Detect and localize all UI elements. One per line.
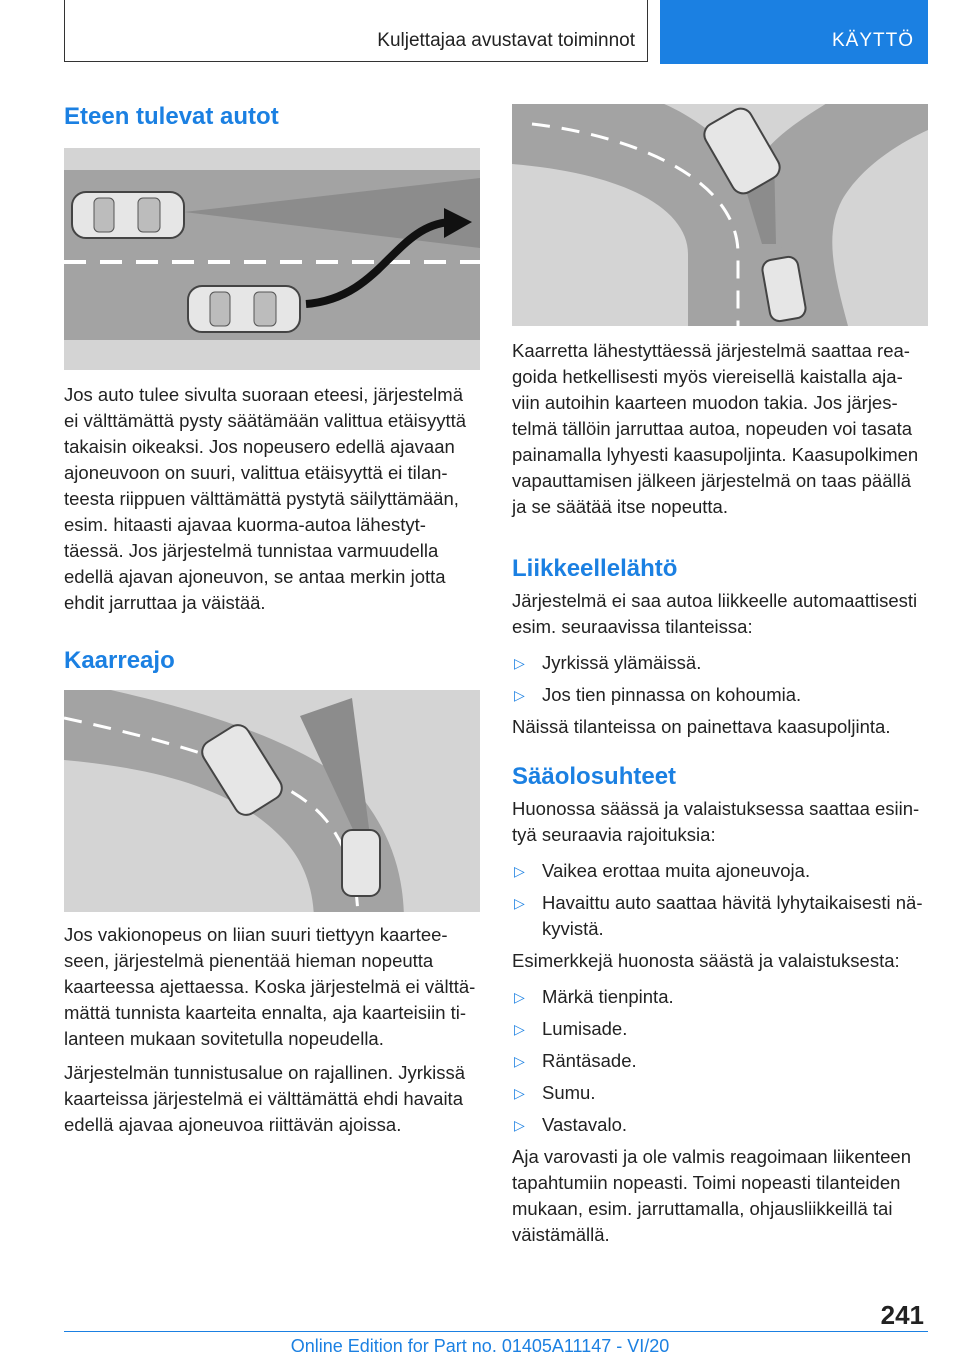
paragraph: Jos auto tulee sivulta suoraan eteesi, järjestelmä ei välttämättä pysty säätämään valittua etäisyyttä takaisin oikeaksi. Jos nopeusero edellä ajavaan ajoneuvoon on suuri, valittua etäisyyttä ei tilan‐teesta riippuen välttämättä pystytä säilyttämään, esim. hitaasti ajavaa kuorma-autoa lähestyt‐täessä. Jos järjestelmä tunnistaa varmuudella edellä ajavan ajoneuvon, se antaa merkin jotta ehdit jarruttaa ja väistää. [64,384,467,613]
triangle-bullet-icon: ▷ [514,1117,525,1133]
paragraph: Näissä tilanteissa on painettava kaasupoljinta. [512,716,891,737]
triangle-bullet-icon: ▷ [514,863,525,879]
heading-eteen-tulevat-autot: Eteen tulevat autot [64,103,279,130]
triangle-bullet-icon: ▷ [514,655,525,671]
left-column [64,100,480,1138]
triangle-bullet-icon: ▷ [514,1085,525,1101]
paragraph: Järjestelmän tunnistusalue on rajallinen. Jyrkissä kaarteissa järjestelmä ei välttämättä ehdi havaita edellä ajavaa ajoneuvoa riittävän ajoissa. [64,1062,466,1135]
list-item: ▷ Jyrkissä ylämäissä. [512,650,928,676]
list-item: ▷ Jos tien pinnassa on kohoumia. [512,682,928,708]
paragraph: Jos vakionopeus on liian suuri tiettyyn kaartee‐seen, järjestelmä pienentää hieman nopeutta kaarteessa ajettaessa. Koska järjestelmä ei välttä‐mättä tunnista kaarteita ennalta, aja kaarteisiin ti‐lanteen mukaan sovitetulla nopeudella. [64,924,476,1049]
paragraph: Esimerkkejä huonosta säästä ja valaistuksesta: [512,950,900,971]
car-icon [72,192,184,238]
list-item: ▷ Märkä tienpinta. [512,984,928,1010]
bullet-list [512,984,928,1138]
heading-kaarreajo: Kaarreajo [64,647,175,674]
triangle-bullet-icon: ▷ [514,687,525,703]
right-column [512,104,928,1248]
list-item: ▷ Vastavalo. [512,1112,928,1138]
list-item: ▷ Sumu. [512,1080,928,1106]
figure-adjacent-lane-curve [512,104,928,326]
chapter-tab [660,0,928,64]
list-item: ▷ Havaittu auto saattaa hävitä lyhytaikaisesti nä‐kyvistä. [514,892,923,939]
bullet-list [512,650,928,708]
triangle-bullet-icon: ▷ [514,1021,525,1037]
triangle-bullet-icon: ▷ [514,895,525,911]
list-item: ▷ Lumisade. [512,1016,928,1042]
triangle-bullet-icon: ▷ [514,1053,525,1069]
triangle-bullet-icon: ▷ [514,989,525,1005]
bullet-list [512,858,928,942]
page-header [64,0,928,64]
footer-divider [64,1331,928,1332]
car-icon [342,830,380,896]
list-item: ▷ Vaikea erottaa muita ajoneuvoja. [512,858,928,884]
paragraph: Aja varovasti ja ole valmis reagoimaan liikenteen tapahtumiin nopeasti. Toimi nopeasti tilanteiden mukaan, esim. jarruttamalla, ohjausliikkeillä tai väistämällä. [512,1146,911,1245]
paragraph: Kaarretta lähestyttäessä järjestelmä saattaa rea‐goida hetkellisesti myös viereisellä kaistalla aja‐viin autoihin kaarteen muodon takia. Jos järjes‐telmä tällöin jarruttaa autoa, nopeuden voi tasata painamalla lyhyesti kaasupoljinta. Kaasupolkimen vapauttamisen jälkeen järjestelmä on taas päällä ja se säätää itse nopeutta. [512,340,919,517]
paragraph: Järjestelmä ei saa autoa liikkeelle automaattisesti esim. seuraavissa tilanteissa: [512,590,918,637]
car-icon [188,286,300,332]
section-title: Kuljettajaa avustavat toiminnot [377,30,635,51]
chapter-title: KÄYTTÖ [831,30,914,51]
list-item: ▷ Räntäsade. [512,1048,928,1074]
heading-liikkeellelahto: Liikkeellelähtö [512,555,678,582]
edition-footer: Online Edition for Part no. 01405A11147 - VI/20 [290,1336,670,1356]
page-number: 241 [880,1300,924,1330]
figure-cut-in-car [64,148,480,370]
paragraph: Huonossa säässä ja valaistuksessa saattaa esiin‐tyä seuraavia rajoituksia: [512,798,920,845]
section-tab [64,0,648,62]
heading-saaolosuhteet: Sääolosuhteet [512,763,677,790]
figure-curve-driving [64,690,480,912]
